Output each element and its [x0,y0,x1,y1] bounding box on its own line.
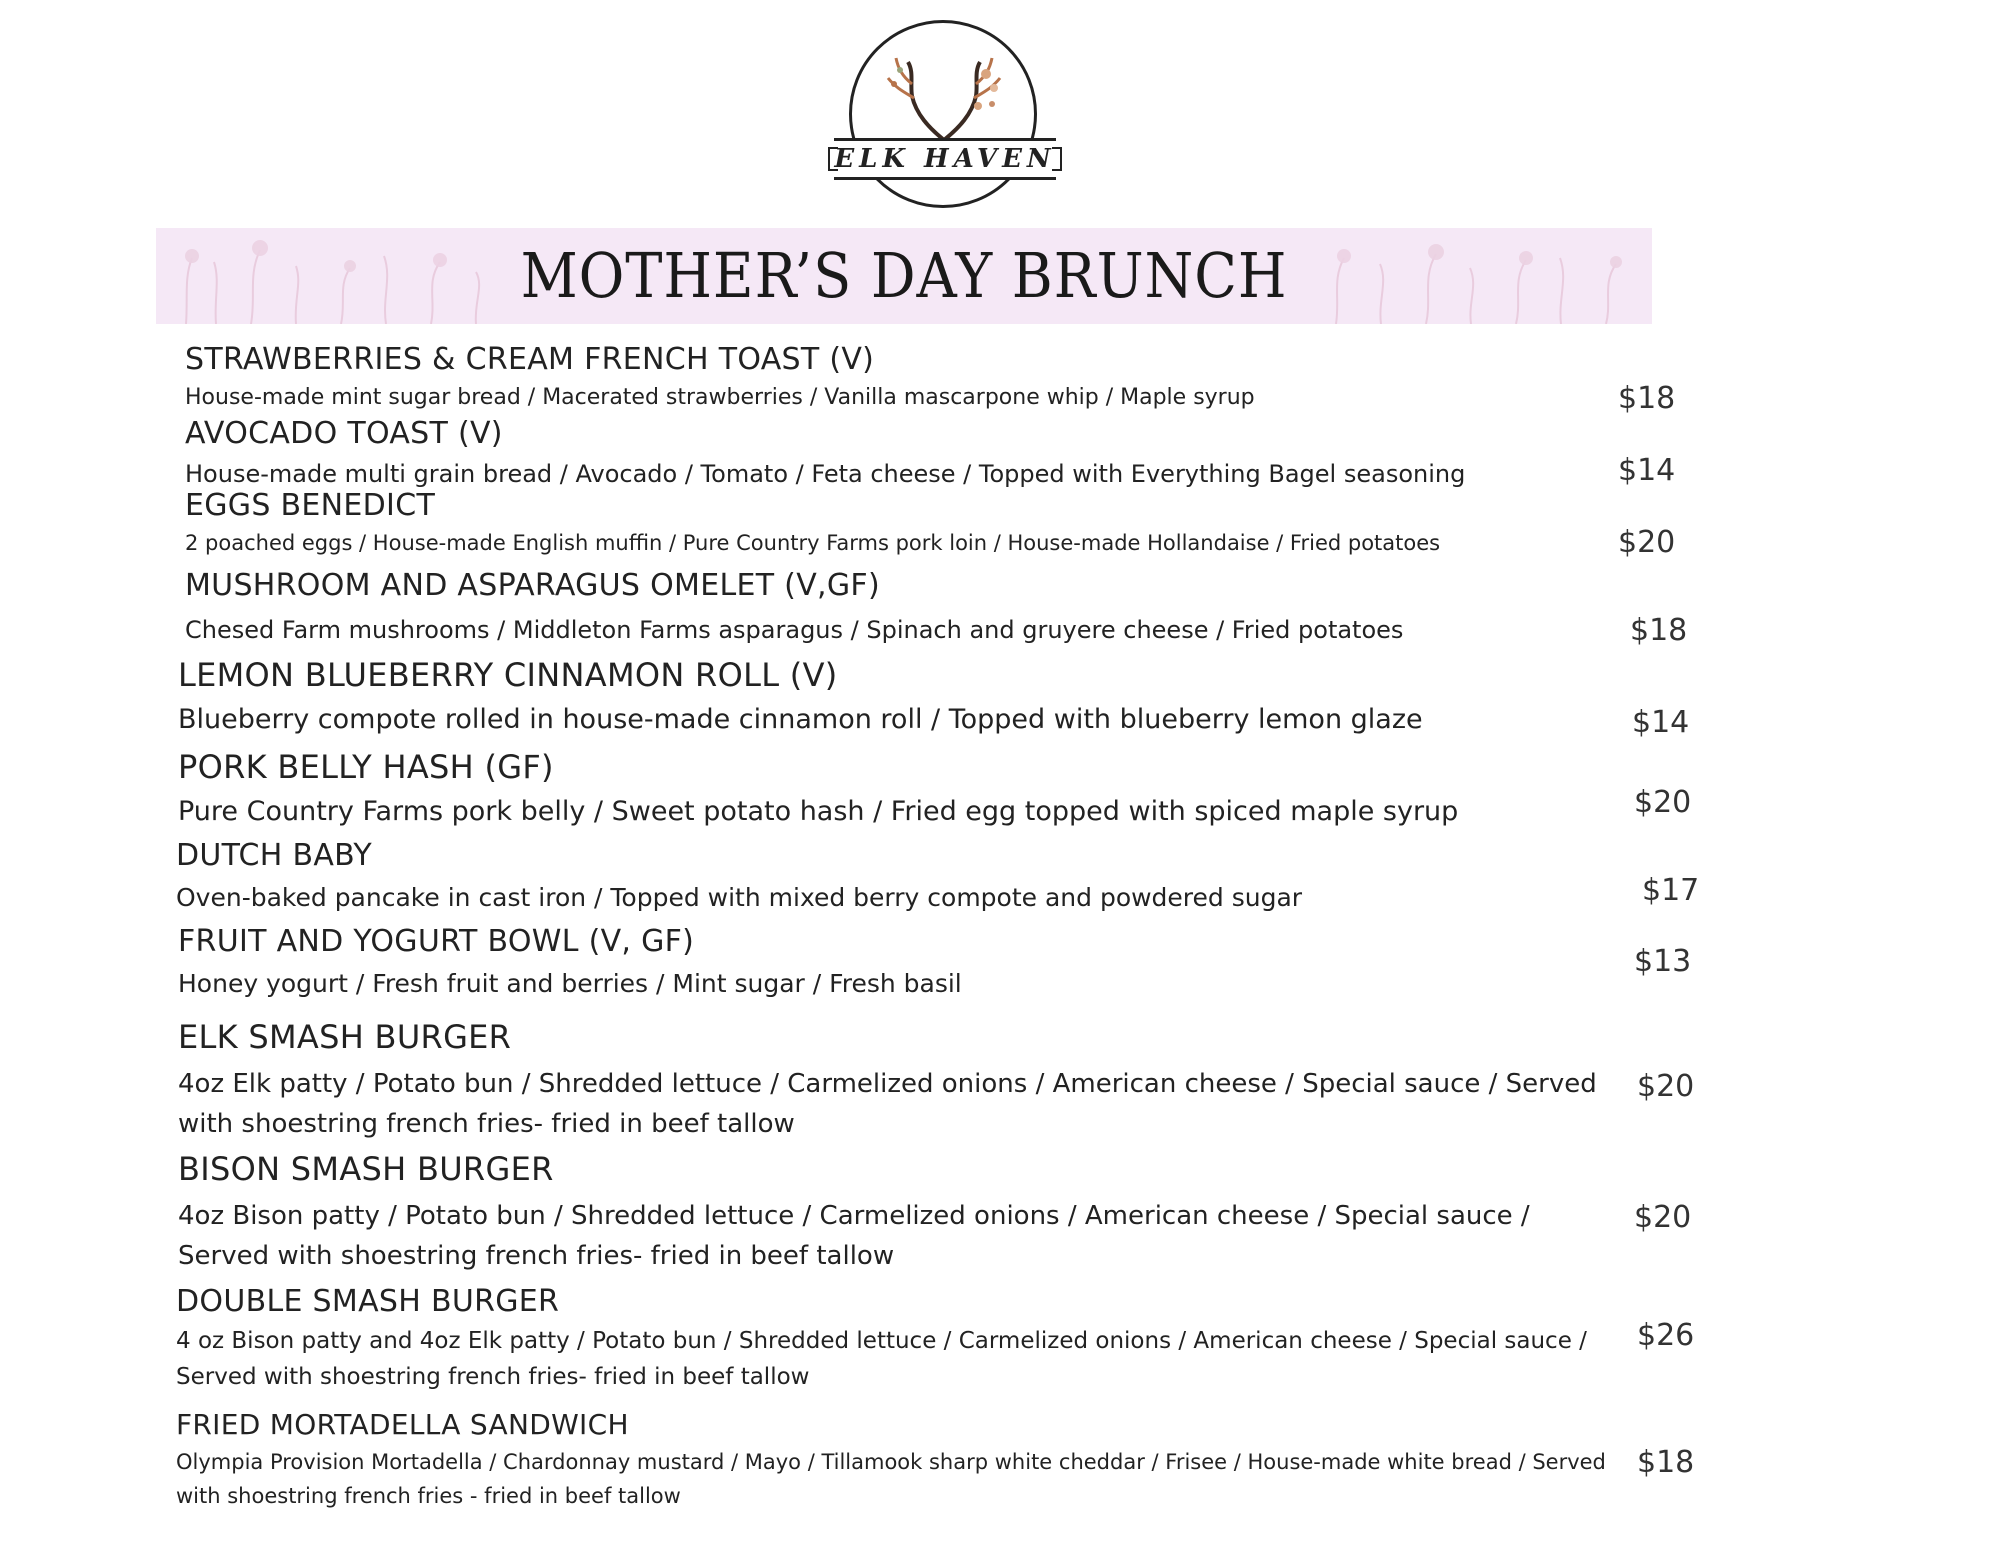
item-price: $18 [1630,613,1688,648]
logo-banner [834,138,1056,180]
elk-haven-logo [834,20,1056,218]
item-price: $18 [1618,381,1676,416]
item-name: FRIED MORTADELLA SANDWICH [176,1408,629,1441]
item-price: $14 [1632,705,1690,740]
item-name: EGGS BENEDICT [185,488,436,523]
antler-icon [874,48,1014,148]
title-banner [156,228,1652,324]
item-price: $17 [1642,873,1700,908]
item-description: Oven-baked pancake in cast iron / Topped with mixed berry compote and powdered sugar [176,883,1303,912]
item-name: STRAWBERRIES & CREAM FRENCH TOAST (V) [185,342,875,377]
item-description: 4 oz Bison patty and 4oz Elk patty / Potato bun / Shredded lettuce / Carmelized onions / American cheese / Special sauce / Served with shoestring french fries- fried in beef tallow [176,1328,1587,1390]
item-name: BISON SMASH BURGER [178,1150,554,1188]
item-price: $20 [1618,525,1676,560]
item-name: ELK SMASH BURGER [178,1018,512,1056]
item-price: $14 [1618,453,1676,488]
item-price: $20 [1634,785,1692,820]
item-description: House-made mint sugar bread / Macerated strawberries / Vanilla mascarpone whip / Maple syrup [185,385,1255,410]
item-description: 2 poached eggs / House-made English muffin / Pure Country Farms pork loin / House-made Hollandaise / Fried potatoes [185,531,1441,555]
item-description: Pure Country Farms pork belly / Sweet potato hash / Fried egg topped with spiced maple syrup [178,796,1459,827]
item-name: PORK BELLY HASH (GF) [178,748,554,786]
item-name: LEMON BLUEBERRY CINNAMON ROLL (V) [178,656,838,694]
item-name: MUSHROOM AND ASPARAGUS OMELET (V,GF) [185,568,880,603]
item-description: Chesed Farm mushrooms / Middleton Farms asparagus / Spinach and gruyere cheese / Fried potatoes [185,616,1404,644]
item-description: Olympia Provision Mortadella / Chardonnay mustard / Mayo / Tillamook sharp white cheddar / Frisee / House-made white bread / Served with shoestring french fries - fried in beef tallow [176,1450,1606,1508]
item-description: 4oz Elk patty / Potato bun / Shredded lettuce / Carmelized onions / American cheese / Special sauce / Served with shoestring french fries- fried in beef tallow [178,1069,1597,1139]
item-price: $18 [1637,1445,1695,1480]
item-name: FRUIT AND YOGURT BOWL (V, GF) [178,924,695,959]
item-description: Blueberry compote rolled in house-made cinnamon roll / Topped with blueberry lemon glaze [178,704,1423,735]
item-price: $13 [1634,944,1692,979]
item-price: $20 [1637,1069,1695,1104]
brand-name: ELK HAVEN [834,144,1056,174]
item-description: House-made multi grain bread / Avocado / Tomato / Feta cheese / Topped with Everything Bagel seasoning [185,460,1466,488]
item-name: AVOCADO TOAST (V) [185,416,503,451]
item-price: $26 [1637,1318,1695,1353]
item-description: 4oz Bison patty / Potato bun / Shredded lettuce / Carmelized onions / American cheese / Special sauce / Served with shoestring french fries- fried in beef tallow [178,1201,1530,1271]
item-name: DUTCH BABY [176,838,373,873]
item-description: Honey yogurt / Fresh fruit and berries / Mint sugar / Fresh basil [178,969,962,998]
item-name: DOUBLE SMASH BURGER [176,1284,560,1319]
item-price: $20 [1634,1200,1692,1235]
menu-title: MOTHER’S DAY BRUNCH [520,239,1288,312]
